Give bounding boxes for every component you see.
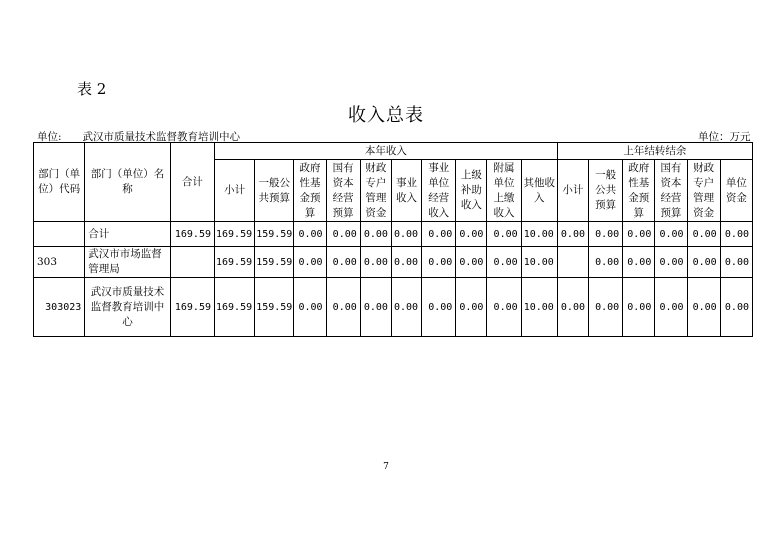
cell-total xyxy=(170,247,214,278)
cell-carryover-1: 0.00 xyxy=(589,278,623,337)
cell-carryover-1: 0.00 xyxy=(589,247,623,278)
cell-current-6: 0.00 xyxy=(422,247,456,278)
cell-carryover-0: 0.00 xyxy=(557,278,588,337)
cell-current-2: 0.00 xyxy=(294,278,326,337)
col-header-name: 部门（单位）名称 xyxy=(85,143,170,222)
col-header-carryover-2: 政府性基金预算 xyxy=(623,160,655,222)
cell-current-4: 0.00 xyxy=(360,222,391,247)
group-header-current-income: 本年收入 xyxy=(214,143,557,160)
cell-current-6: 0.00 xyxy=(422,222,456,247)
col-header-carryover-0: 小计 xyxy=(557,160,588,222)
cell-current-1: 159.59 xyxy=(255,278,294,337)
cell-name: 合计 xyxy=(85,222,170,247)
col-header-carryover-5: 单位资金 xyxy=(720,160,752,222)
col-header-current-0: 小计 xyxy=(214,160,254,222)
cell-current-7: 0.00 xyxy=(456,278,487,337)
cell-current-4: 0.00 xyxy=(360,278,391,337)
cell-carryover-5: 0.00 xyxy=(720,222,752,247)
cell-current-5: 0.00 xyxy=(391,247,421,278)
cell-current-7: 0.00 xyxy=(456,247,487,278)
cell-current-0: 169.59 xyxy=(214,278,254,337)
income-summary-table xyxy=(33,142,753,337)
cell-current-1: 159.59 xyxy=(255,222,294,247)
cell-carryover-2: 0.00 xyxy=(623,278,655,337)
unit-org-label: 单位: 武汉市质量技术监督教育培训中心 xyxy=(37,131,241,143)
cell-current-8: 0.00 xyxy=(487,247,521,278)
cell-carryover-4: 0.00 xyxy=(687,222,720,247)
cell-current-0: 169.59 xyxy=(214,247,254,278)
col-header-carryover-1: 一般公共预算 xyxy=(589,160,623,222)
cell-current-3: 0.00 xyxy=(326,278,360,337)
col-header-current-4: 财政专户管理资金 xyxy=(360,160,391,222)
cell-current-2: 0.00 xyxy=(294,247,326,278)
cell-code: 303 xyxy=(34,247,85,278)
cell-current-9: 10.00 xyxy=(521,278,557,337)
cell-current-9: 10.00 xyxy=(521,247,557,278)
cell-current-5: 0.00 xyxy=(391,278,421,337)
cell-code: 303023 xyxy=(34,278,85,337)
col-header-current-1: 一般公共预算 xyxy=(255,160,294,222)
group-header-carryover: 上年结转结余 xyxy=(557,143,752,160)
cell-current-9: 10.00 xyxy=(521,222,557,247)
cell-carryover-5: 0.00 xyxy=(720,247,752,278)
cell-carryover-0: 0.00 xyxy=(557,222,588,247)
table-row xyxy=(34,247,753,278)
cell-total: 169.59 xyxy=(170,278,214,337)
cell-carryover-1: 0.00 xyxy=(589,222,623,247)
cell-current-1: 159.59 xyxy=(255,247,294,278)
cell-code xyxy=(34,222,85,247)
cell-current-5: 0.00 xyxy=(391,222,421,247)
cell-carryover-3: 0.00 xyxy=(655,278,687,337)
col-header-code: 部门（单位）代码 xyxy=(34,143,85,222)
cell-current-4: 0.00 xyxy=(360,247,391,278)
cell-carryover-2: 0.00 xyxy=(623,247,655,278)
table-label: 表 2 xyxy=(77,80,107,98)
col-header-current-9: 其他收入 xyxy=(521,160,557,222)
cell-carryover-3: 0.00 xyxy=(655,222,687,247)
col-header-carryover-3: 国有资本经营预算 xyxy=(655,160,687,222)
cell-carryover-5: 0.00 xyxy=(720,278,752,337)
table-row xyxy=(34,278,753,337)
col-header-current-2: 政府性基金预算 xyxy=(294,160,326,222)
cell-current-8: 0.00 xyxy=(487,278,521,337)
cell-current-3: 0.00 xyxy=(326,247,360,278)
cell-carryover-4: 0.00 xyxy=(687,247,720,278)
cell-current-7: 0.00 xyxy=(456,222,487,247)
cell-carryover-3: 0.00 xyxy=(655,247,687,278)
col-header-current-6: 事业单位经营收入 xyxy=(422,160,456,222)
page-number: 7 xyxy=(383,462,389,472)
cell-carryover-4: 0.00 xyxy=(687,278,720,337)
cell-name: 武汉市市场监督管理局 xyxy=(85,247,170,278)
page-title: 收入总表 xyxy=(348,105,424,126)
cell-current-8: 0.00 xyxy=(487,222,521,247)
col-header-total: 合计 xyxy=(170,143,214,222)
cell-carryover-2: 0.00 xyxy=(623,222,655,247)
cell-current-2: 0.00 xyxy=(294,222,326,247)
col-header-carryover-4: 财政专户管理资金 xyxy=(687,160,720,222)
col-header-current-7: 上级补助收入 xyxy=(456,160,487,222)
col-header-current-8: 附属单位上缴收入 xyxy=(487,160,521,222)
cell-current-6: 0.00 xyxy=(422,278,456,337)
col-header-current-3: 国有资本经营预算 xyxy=(326,160,360,222)
cell-total: 169.59 xyxy=(170,222,214,247)
col-header-current-5: 事业收入 xyxy=(391,160,421,222)
cell-name: 武汉市质量技术监督教育培训中心 xyxy=(85,278,170,337)
cell-current-0: 169.59 xyxy=(214,222,254,247)
table-row xyxy=(34,222,753,247)
unit-currency-label: 单位：万元 xyxy=(698,131,751,143)
cell-carryover-0 xyxy=(557,247,588,278)
cell-current-3: 0.00 xyxy=(326,222,360,247)
